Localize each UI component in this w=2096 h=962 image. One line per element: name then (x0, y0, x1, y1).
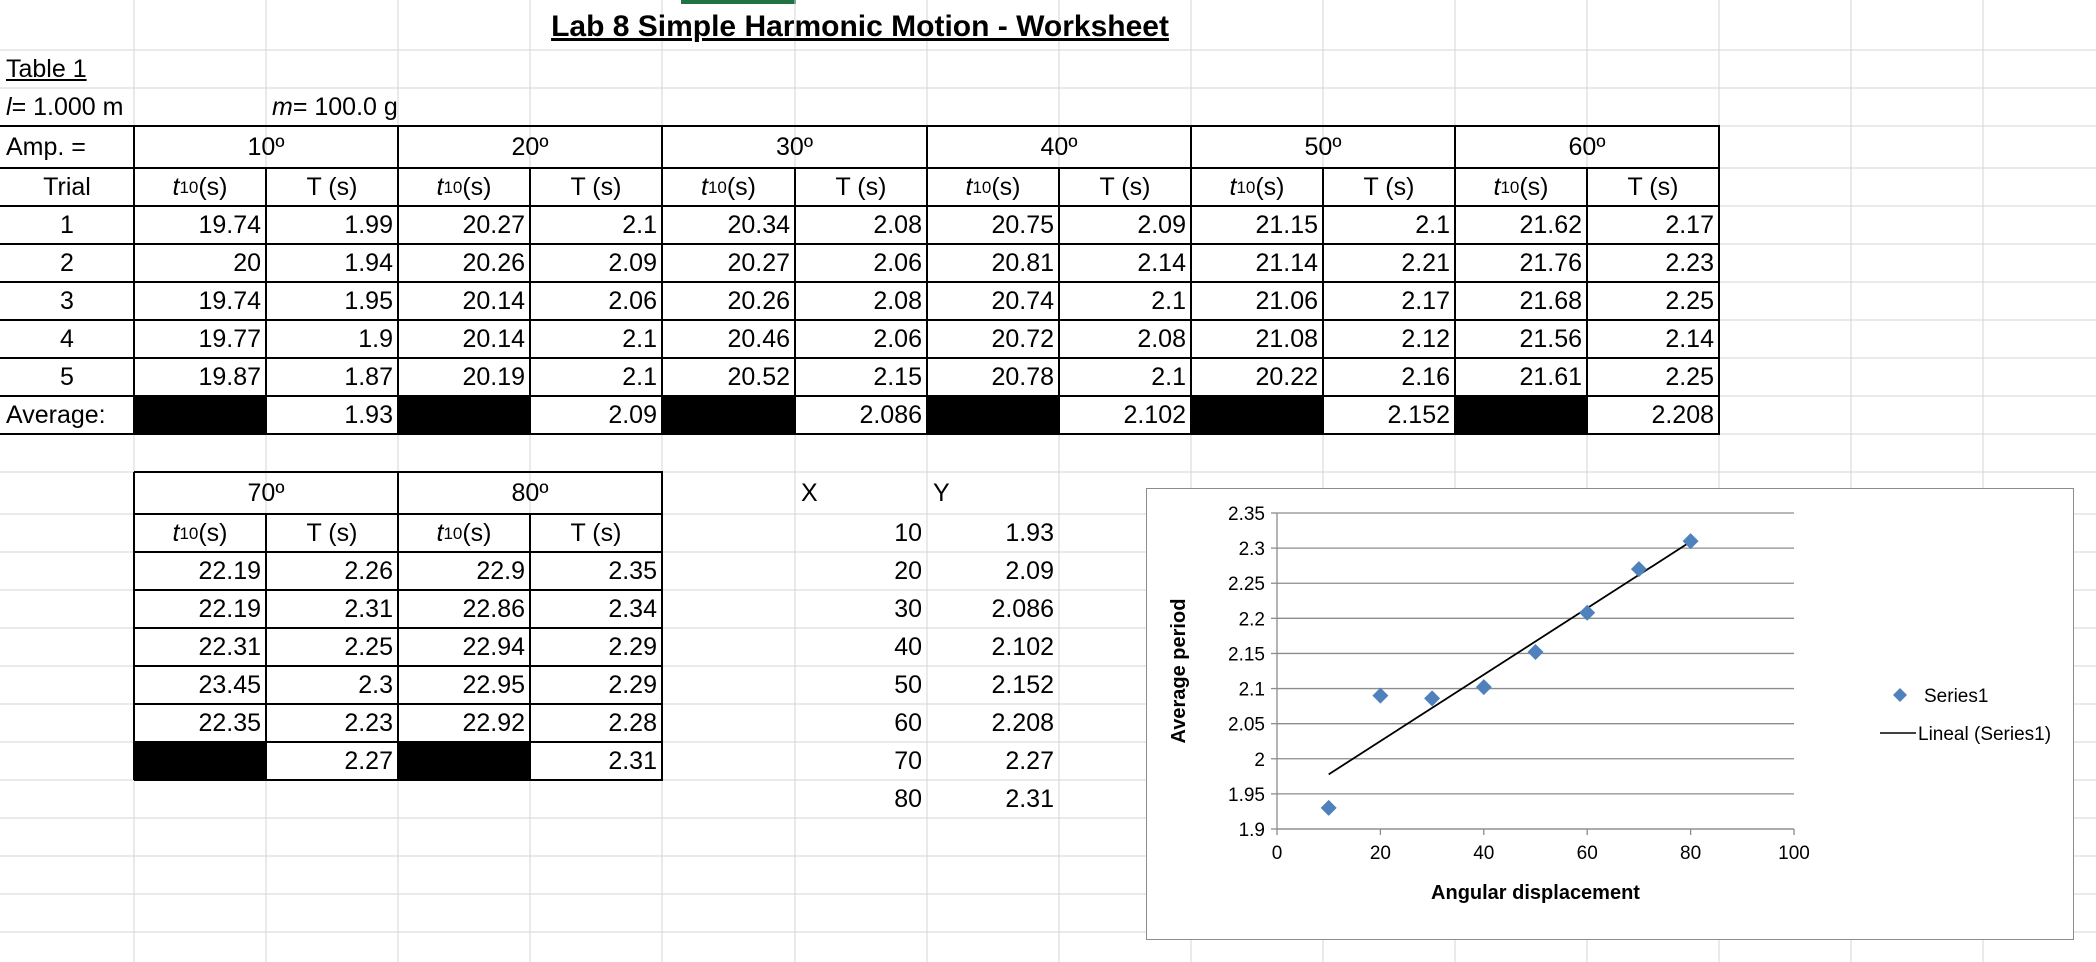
data-cell[interactable]: 21.08 (1255, 324, 1318, 353)
y-value[interactable]: 2.208 (991, 708, 1054, 737)
data-cell[interactable]: 20.46 (727, 324, 790, 353)
data-point-marker (1631, 561, 1647, 577)
data-cell[interactable]: 20.74 (991, 286, 1054, 315)
table-border (0, 205, 1720, 207)
t10-symbol: t (436, 518, 444, 547)
t10-column-header[interactable] (398, 514, 530, 552)
amplitude-header[interactable]: 20º (511, 132, 549, 161)
average-period[interactable]: 2.152 (1387, 400, 1450, 429)
data-cell[interactable]: 1.94 (344, 248, 393, 277)
y-tick-label: 2.35 (1228, 504, 1265, 525)
data-cell[interactable]: 19.74 (198, 210, 261, 239)
data-cell[interactable]: 20.27 (727, 248, 790, 277)
x-column-header[interactable]: X (801, 478, 818, 507)
t10-symbol: t (965, 172, 973, 201)
t10-symbol: t (172, 172, 180, 201)
data-cell[interactable]: 23.45 (198, 670, 261, 699)
table-border (1718, 126, 1720, 434)
blacked-out-cell (134, 396, 266, 434)
x-tick-label: 40 (1473, 843, 1495, 864)
blacked-out-cell (1191, 396, 1323, 434)
average-period[interactable]: 2.102 (1123, 400, 1186, 429)
t10-column-header[interactable] (134, 514, 266, 552)
chart-plot (1147, 489, 2073, 939)
data-cell[interactable]: 21.61 (1519, 362, 1582, 391)
x-tick-label: 20 (1369, 843, 1391, 864)
trial-number[interactable]: 2 (60, 248, 74, 277)
blacked-out-cell (398, 396, 530, 434)
data-cell[interactable]: 22.19 (198, 556, 261, 585)
x-value[interactable]: 20 (894, 556, 922, 585)
x-value[interactable]: 60 (894, 708, 922, 737)
data-cell[interactable]: 2.3 (358, 670, 393, 699)
data-cell[interactable]: 20.78 (991, 362, 1054, 391)
x-value[interactable]: 70 (894, 746, 922, 775)
average-period[interactable]: 2.208 (1651, 400, 1714, 429)
data-cell[interactable]: 20.72 (991, 324, 1054, 353)
data-cell[interactable]: 2.25 (1665, 286, 1714, 315)
table-border (0, 243, 1720, 245)
data-cell[interactable]: 22.35 (198, 708, 261, 737)
data-cell[interactable]: 1.87 (344, 362, 393, 391)
t10-subscript: 10 (443, 177, 463, 197)
table-border (397, 472, 399, 780)
y-value[interactable]: 2.31 (1005, 784, 1054, 813)
t10-unit: (s) (198, 518, 228, 547)
average-period[interactable]: 2.086 (859, 400, 922, 429)
period-column-header[interactable]: T (s) (835, 172, 887, 201)
data-cell[interactable]: 2.12 (1401, 324, 1450, 353)
amplitude-header[interactable]: 60º (1568, 132, 1606, 161)
table-border (0, 395, 1720, 397)
x-tick-label: 80 (1680, 843, 1702, 864)
data-cell[interactable]: 21.06 (1255, 286, 1318, 315)
table-border (794, 168, 796, 434)
t10-column-header[interactable] (134, 168, 266, 206)
period-column-header[interactable]: T (s) (1099, 172, 1151, 201)
data-cell[interactable]: 2.1 (1151, 362, 1186, 391)
data-point-marker (1476, 679, 1492, 695)
data-cell[interactable]: 20.22 (1255, 362, 1318, 391)
data-cell[interactable]: 2.14 (1137, 248, 1186, 277)
y-column-header[interactable]: Y (933, 478, 950, 507)
table-border (661, 472, 663, 780)
data-cell[interactable]: 2.08 (1137, 324, 1186, 353)
data-cell[interactable]: 1.95 (344, 286, 393, 315)
data-cell[interactable]: 1.99 (344, 210, 393, 239)
y-tick-label: 2.25 (1228, 574, 1265, 596)
t10-symbol: t (436, 172, 444, 201)
t10-subscript: 10 (443, 523, 463, 543)
data-cell[interactable]: 20.26 (727, 286, 790, 315)
trial-number[interactable]: 4 (60, 324, 74, 353)
t10-unit: (s) (198, 172, 228, 201)
period-column-header[interactable]: T (s) (1363, 172, 1415, 201)
mass-cell[interactable] (266, 88, 526, 126)
data-cell[interactable]: 20.75 (991, 210, 1054, 239)
t10-subscript: 10 (1500, 177, 1520, 197)
amplitude-header[interactable]: 80º (511, 478, 549, 507)
table-border (0, 357, 1720, 359)
average-period[interactable]: 2.09 (608, 400, 657, 429)
trial-number[interactable]: 3 (60, 286, 74, 315)
data-cell[interactable]: 2.17 (1401, 286, 1450, 315)
y-axis-title: Average period (1168, 598, 1190, 744)
data-cell[interactable]: 20.14 (462, 286, 525, 315)
legend-trendline-label: Lineal (Series1) (1918, 724, 2052, 745)
table-border (1190, 126, 1192, 434)
t10-unit: (s) (991, 172, 1021, 201)
data-point-marker (1528, 644, 1544, 660)
period-column-header[interactable]: T (s) (306, 172, 358, 201)
data-cell[interactable]: 20.34 (727, 210, 790, 239)
blacked-out-cell (662, 396, 795, 434)
data-point-marker (1321, 800, 1337, 816)
average-period[interactable]: 1.93 (344, 400, 393, 429)
blacked-out-cell (134, 742, 266, 780)
trial-number[interactable]: 1 (60, 210, 74, 239)
data-cell[interactable]: 2.34 (608, 594, 657, 623)
table-border (0, 281, 1720, 283)
t10-unit: (s) (462, 172, 492, 201)
data-point-marker (1683, 533, 1699, 549)
table-border (1454, 126, 1456, 434)
amplitude-header[interactable]: 40º (1040, 132, 1078, 161)
data-cell[interactable]: 20.26 (462, 248, 525, 277)
scatter-chart[interactable] (1146, 488, 2074, 940)
t10-unit: (s) (726, 172, 757, 201)
data-cell[interactable]: 21.76 (1519, 248, 1582, 277)
legend-series-marker (1893, 688, 1907, 702)
data-cell[interactable]: 2.06 (608, 286, 657, 315)
table-border (0, 319, 1720, 321)
t10-subscript: 10 (972, 177, 992, 197)
y-tick-label: 2.3 (1238, 539, 1265, 561)
blacked-out-cell (398, 742, 530, 780)
t10-unit: (s) (1255, 172, 1285, 201)
data-cell[interactable]: 2.08 (873, 210, 922, 239)
data-cell[interactable]: 21.62 (1519, 210, 1582, 239)
y-tick-label: 2.1 (1238, 679, 1265, 701)
data-cell[interactable]: 2.29 (608, 670, 657, 699)
y-tick-label: 2 (1254, 749, 1265, 771)
t10-column-header[interactable] (398, 168, 530, 206)
blacked-out-cell (1455, 396, 1587, 434)
mass-value: = 100.0 g (292, 92, 398, 121)
data-cell[interactable]: 19.77 (198, 324, 261, 353)
y-value[interactable]: 2.152 (991, 670, 1054, 699)
period-column-header[interactable]: T (s) (570, 518, 622, 547)
t10-symbol: t (700, 172, 708, 201)
data-cell[interactable]: 2.16 (1401, 362, 1450, 391)
data-cell[interactable]: 2.09 (608, 248, 657, 277)
table-border (397, 126, 399, 434)
table-border (926, 126, 928, 434)
data-cell[interactable]: 2.06 (873, 248, 922, 277)
data-cell[interactable]: 2.14 (1665, 324, 1714, 353)
amplitude-header[interactable]: 10º (247, 132, 285, 161)
table-border (661, 126, 663, 434)
data-cell[interactable]: 22.31 (198, 632, 261, 661)
period-column-header[interactable]: T (s) (306, 518, 358, 547)
data-cell[interactable]: 2.23 (344, 708, 393, 737)
sheet-title[interactable]: Lab 8 Simple Harmonic Motion - Worksheet (551, 10, 1169, 43)
trial-header[interactable]: Trial (43, 172, 91, 201)
data-cell[interactable]: 22.86 (462, 594, 525, 623)
t10-symbol: t (1493, 172, 1501, 201)
t10-subscript: 10 (707, 177, 727, 197)
data-cell[interactable]: 2.21 (1401, 248, 1450, 277)
y-value[interactable]: 1.93 (1005, 518, 1054, 547)
table-border (1586, 168, 1588, 434)
data-cell[interactable]: 2.25 (344, 632, 393, 661)
data-cell[interactable]: 1.9 (358, 324, 393, 353)
y-value[interactable]: 2.102 (991, 632, 1054, 661)
y-tick-label: 1.95 (1228, 784, 1265, 806)
average-period[interactable]: 2.31 (608, 746, 657, 775)
data-cell[interactable]: 2.1 (622, 362, 657, 391)
data-cell[interactable]: 2.09 (1137, 210, 1186, 239)
table-border (1058, 168, 1060, 434)
table-border (1322, 168, 1324, 434)
trial-number[interactable]: 5 (60, 362, 74, 391)
table-border (529, 514, 531, 780)
x-tick-label: 60 (1576, 843, 1598, 864)
data-cell[interactable]: 2.1 (1415, 210, 1450, 239)
data-cell[interactable]: 20.19 (462, 362, 525, 391)
data-point-marker (1372, 688, 1388, 704)
average-period[interactable]: 2.27 (344, 746, 393, 775)
data-cell[interactable]: 22.9 (476, 556, 525, 585)
y-tick-label: 2.15 (1228, 644, 1265, 666)
data-cell[interactable]: 2.29 (608, 632, 657, 661)
data-cell[interactable]: 21.14 (1255, 248, 1318, 277)
data-cell[interactable]: 2.17 (1665, 210, 1714, 239)
x-value[interactable]: 80 (894, 784, 922, 813)
t10-column-header[interactable] (1191, 168, 1323, 206)
data-cell[interactable]: 22.92 (462, 708, 525, 737)
t10-subscript: 10 (179, 523, 199, 543)
t10-unit: (s) (462, 518, 492, 547)
table-border (265, 168, 267, 434)
length-value: = 1.000 m (11, 92, 124, 121)
data-cell[interactable]: 2.31 (344, 594, 393, 623)
mass-symbol: m (272, 92, 293, 121)
data-cell[interactable]: 19.74 (198, 286, 261, 315)
y-tick-label: 2.05 (1228, 714, 1265, 736)
data-cell[interactable]: 2.15 (873, 362, 922, 391)
x-value[interactable]: 30 (894, 594, 922, 623)
data-cell[interactable]: 2.23 (1665, 248, 1714, 277)
t10-column-header[interactable] (662, 168, 795, 206)
data-cell[interactable]: 22.94 (462, 632, 525, 661)
data-cell[interactable]: 21.15 (1255, 210, 1318, 239)
t10-column-header[interactable] (1455, 168, 1587, 206)
data-cell[interactable]: 2.26 (344, 556, 393, 585)
table-border (0, 167, 1720, 169)
t10-column-header[interactable] (927, 168, 1059, 206)
average-label[interactable]: Average: (6, 400, 106, 429)
period-column-header[interactable]: T (s) (1627, 172, 1679, 201)
data-cell[interactable]: 21.56 (1519, 324, 1582, 353)
y-value[interactable]: 2.09 (1005, 556, 1054, 585)
amplitude-header[interactable]: 70º (247, 478, 285, 507)
y-tick-label: 1.9 (1238, 820, 1265, 841)
x-value[interactable]: 10 (894, 518, 922, 547)
t10-subscript: 10 (179, 177, 199, 197)
table1-label[interactable]: Table 1 (6, 54, 87, 83)
x-tick-label: 100 (1778, 843, 1810, 864)
data-cell[interactable]: 2.08 (873, 286, 922, 315)
x-value[interactable]: 40 (894, 632, 922, 661)
amp-label[interactable]: Amp. = (6, 132, 86, 161)
t10-unit: (s) (1519, 172, 1549, 201)
amplitude-header[interactable]: 30º (776, 132, 813, 161)
t10-symbol: t (172, 518, 180, 547)
blacked-out-cell (927, 396, 1059, 434)
data-cell[interactable]: 20.14 (462, 324, 525, 353)
table-border (133, 126, 135, 434)
data-cell[interactable]: 2.1 (622, 324, 657, 353)
table-border (529, 168, 531, 434)
table-border (133, 472, 135, 780)
length-cell[interactable] (0, 88, 260, 126)
data-cell[interactable]: 2.25 (1665, 362, 1714, 391)
table-border (0, 433, 1720, 435)
data-cell[interactable]: 20.81 (991, 248, 1054, 277)
data-cell[interactable]: 2.1 (622, 210, 657, 239)
data-cell[interactable]: 20.52 (727, 362, 790, 391)
t10-symbol: t (1229, 172, 1237, 201)
table-border (0, 125, 1720, 127)
y-value[interactable]: 2.27 (1005, 746, 1054, 775)
amplitude-header[interactable]: 50º (1304, 132, 1342, 161)
data-cell[interactable]: 2.28 (608, 708, 657, 737)
data-cell[interactable]: 2.1 (1151, 286, 1186, 315)
legend-series-label: Series1 (1924, 686, 1989, 707)
length-symbol: l (6, 92, 12, 121)
data-cell[interactable]: 22.95 (462, 670, 525, 699)
data-cell[interactable]: 21.68 (1519, 286, 1582, 315)
x-value[interactable]: 50 (894, 670, 922, 699)
data-cell[interactable]: 2.06 (873, 324, 922, 353)
table-border (265, 514, 267, 780)
x-axis-title: Angular displacement (1431, 882, 1640, 904)
trendline (1329, 542, 1691, 775)
data-cell[interactable]: 20 (233, 248, 261, 277)
t10-subscript: 10 (1236, 177, 1256, 197)
data-cell[interactable]: 22.19 (198, 594, 261, 623)
period-column-header[interactable]: T (s) (570, 172, 622, 201)
y-value[interactable]: 2.086 (991, 594, 1054, 623)
data-cell[interactable]: 19.87 (198, 362, 261, 391)
data-cell[interactable]: 20.27 (462, 210, 525, 239)
data-cell[interactable]: 2.35 (608, 556, 657, 585)
x-tick-label: 0 (1271, 843, 1283, 864)
y-tick-label: 2.2 (1238, 609, 1265, 631)
